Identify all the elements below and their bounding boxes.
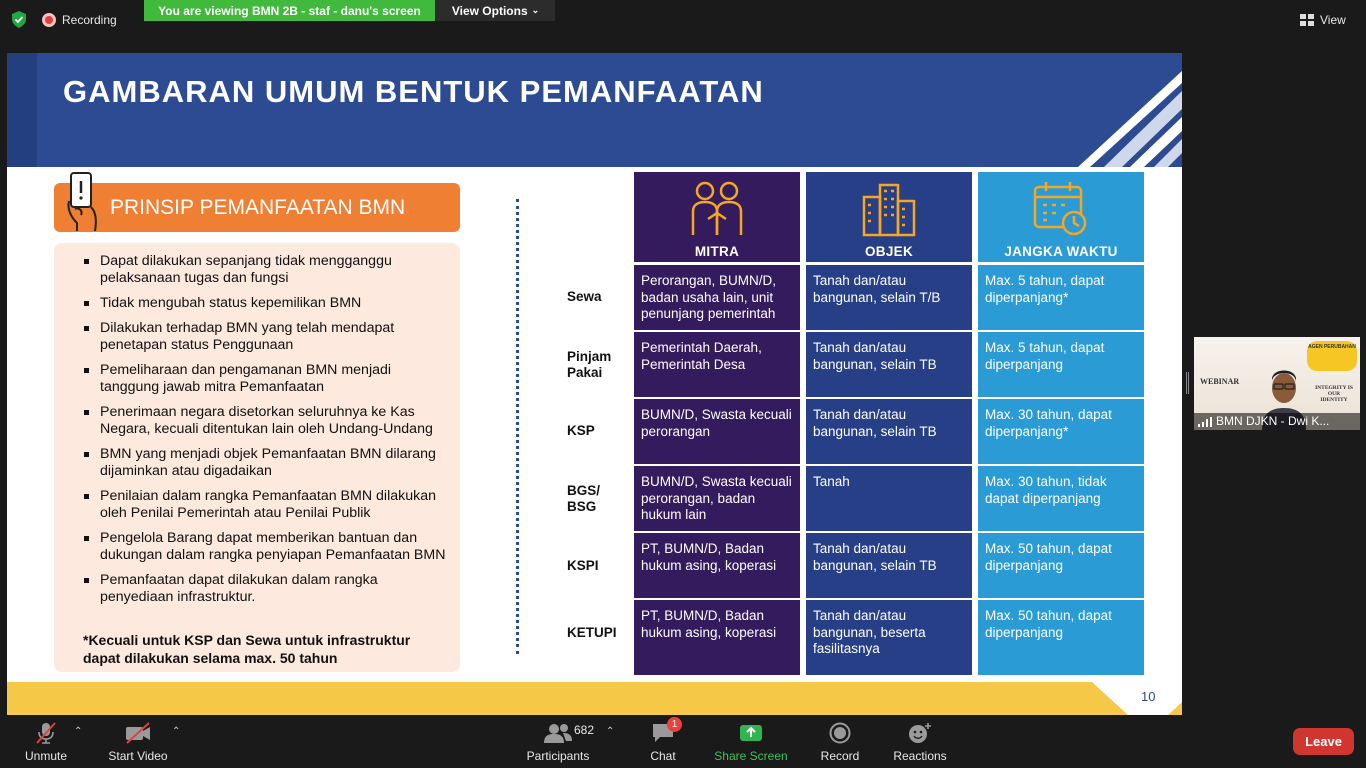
column-header-jangka-waktu xyxy=(978,172,1144,262)
participant-video-tile[interactable] xyxy=(1194,337,1360,430)
smiley-plus-icon xyxy=(907,722,933,744)
prinsip-item: Dapat dilakukan sepanjang tidak mengganggu pelaksanaan tugas dan fungsi xyxy=(84,253,452,287)
grid-view-icon xyxy=(1300,14,1314,26)
meeting-top-bar xyxy=(0,0,1366,40)
prinsip-panel xyxy=(54,243,460,672)
prinsip-footnote: *Kecuali untuk KSP dan Sewa untuk infrastruktur dapat dilakukan selama max. 50 tahun xyxy=(83,632,411,666)
slide-header-band xyxy=(7,53,37,167)
view-options-label: View Options xyxy=(451,3,528,18)
cell-mitra: PT, BUMN/D, Badan hukum asing, koperasi xyxy=(634,533,800,598)
cell-jangka-waktu: Max. 5 tahun, dapat diperpanjang xyxy=(978,332,1144,397)
djkn-logo: DJKN xyxy=(26,686,85,708)
prinsip-item: Pengelola Barang dapat memberikan bantuan dan dukungan dalam rangka penyiapan Pemanfaatan BMN xyxy=(84,530,452,564)
audio-options-chevron-icon[interactable]: ⌃ xyxy=(74,726,83,737)
meeting-toolbar xyxy=(0,715,1366,768)
partners-icon xyxy=(688,179,746,237)
prinsip-header xyxy=(54,183,460,232)
poster-webinar-text: WEBINAR xyxy=(1200,377,1240,386)
recording-label: Recording xyxy=(62,13,117,27)
cell-objek: Tanah dan/atau bangunan, selain TB xyxy=(806,533,972,598)
poster-integrity-text: INTEGRITY IS OUR IDENTITY xyxy=(1315,385,1353,403)
start-video-label: Start Video xyxy=(108,749,168,763)
hand-phone-icon xyxy=(61,171,107,233)
calendar-clock-icon xyxy=(1032,179,1090,237)
slide-footer-band xyxy=(7,682,1182,715)
column-header-mitra xyxy=(634,172,800,262)
cell-mitra: PT, BUMN/D, Badan hukum asing, koperasi xyxy=(634,600,800,675)
recording-dot-icon xyxy=(42,13,56,27)
participants-label: Participants xyxy=(526,749,590,763)
prinsip-item: Tidak mengubah status kepemilikan BMN xyxy=(84,295,452,312)
cell-objek: Tanah dan/atau bangunan, selain T/B xyxy=(806,265,972,330)
view-button[interactable] xyxy=(1300,10,1346,30)
row-label: Sewa xyxy=(567,289,602,304)
cell-jangka-waktu: Max. 30 tahun, tidak dapat diperpanjang xyxy=(978,466,1144,531)
microphone-muted-icon xyxy=(34,722,58,744)
row-label: Pinjam Pakai xyxy=(567,349,612,380)
shield-check-icon[interactable] xyxy=(11,11,27,28)
cell-jangka-waktu: Max. 50 tahun, dapat diperpanjang xyxy=(978,600,1144,675)
buildings-icon xyxy=(860,179,918,237)
record-button[interactable] xyxy=(818,715,862,768)
column-label: OBJEK xyxy=(864,244,913,259)
poster-bubble: AGEN PERUBAHAN xyxy=(1307,341,1357,371)
participant-name: BMN DJKN - Dwi K... xyxy=(1194,413,1360,430)
cell-objek: Tanah xyxy=(806,466,972,531)
viewing-banner: You are viewing BMN 2B - staf - danu's screen xyxy=(144,0,435,21)
cell-objek: Tanah dan/atau bangunan, selain TB xyxy=(806,332,972,397)
footer-corner-stripes xyxy=(1092,682,1182,715)
row-label: KETUPI xyxy=(567,625,617,640)
column-label: MITRA xyxy=(694,244,740,259)
unmute-button[interactable] xyxy=(21,715,71,768)
chevron-down-icon: ⌄ xyxy=(531,5,540,15)
reactions-button[interactable] xyxy=(892,715,948,768)
share-screen-icon xyxy=(739,722,763,744)
signal-strength-icon xyxy=(1198,417,1212,427)
view-options-button[interactable] xyxy=(436,0,555,21)
participant-count: 682 xyxy=(574,723,595,737)
cell-objek: Tanah dan/atau bangunan, selain TB xyxy=(806,399,972,464)
cell-mitra: Pemerintah Daerah, Pemerintah Desa xyxy=(634,332,800,397)
prinsip-item: Penilaian dalam rangka Pemanfaatan BMN dilakukan oleh Penilai Pemerintah atau Penilai Publik xyxy=(84,488,452,522)
chat-unread-badge: 1 xyxy=(667,717,682,732)
prinsip-item: Pemanfaatan dapat dilakukan dalam rangka penyediaan infrastruktur. xyxy=(84,572,452,606)
dotted-divider xyxy=(516,199,519,654)
share-screen-label: Share Screen xyxy=(714,749,788,763)
prinsip-item: Penerimaan negara disetorkan seluruhnya ke Kas Negara, kecuali ditentukan lain oleh Undang-Undang xyxy=(84,404,452,438)
prinsip-item: Dilakukan terhadap BMN yang telah mendapat penetapan status Penggunaan xyxy=(84,320,452,354)
participants-icon xyxy=(543,722,573,744)
unmute-label: Unmute xyxy=(24,749,68,763)
slide-header xyxy=(7,53,1182,167)
prinsip-list xyxy=(84,245,452,606)
cell-jangka-waktu: Max. 50 tahun, dapat diperpanjang xyxy=(978,533,1144,598)
prinsip-item: Pemeliharaan dan pengamanan BMN menjadi tanggung jawab mitra Pemanfaatan xyxy=(84,362,452,396)
participants-chevron-icon[interactable]: ⌃ xyxy=(606,726,615,737)
reactions-label: Reactions xyxy=(893,749,947,763)
column-header-objek xyxy=(806,172,972,262)
cell-mitra: Perorangan, BUMN/D, badan usaha lain, unit penunjang pemerintah xyxy=(634,265,800,330)
decorative-stripes xyxy=(1042,53,1182,167)
chat-label: Chat xyxy=(650,749,676,763)
prinsip-title: PRINSIP PEMANFAATAN BMN xyxy=(110,196,406,219)
row-label: BGS/ BSG xyxy=(567,483,601,514)
cell-mitra: BUMN/D, Swasta kecuali perorangan xyxy=(634,399,800,464)
view-label: View xyxy=(1320,13,1346,27)
cell-mitra: BUMN/D, Swasta kecuali perorangan, badan hukum lain xyxy=(634,466,800,531)
recording-indicator[interactable] xyxy=(42,11,117,29)
record-icon xyxy=(829,722,851,744)
row-label: KSPI xyxy=(567,558,599,573)
record-label: Record xyxy=(820,749,860,763)
cell-jangka-waktu: Max. 5 tahun, dapat diperpanjang* xyxy=(978,265,1144,330)
video-camera-off-icon xyxy=(124,722,152,744)
page-number: 10 xyxy=(1141,689,1156,704)
slide-title: GAMBARAN UMUM BENTUK PEMANFAATAN xyxy=(63,74,764,109)
leave-button[interactable]: Leave xyxy=(1293,728,1354,755)
cell-jangka-waktu: Max. 30 tahun, dapat diperpanjang* xyxy=(978,399,1144,464)
cell-objek: Tanah dan/atau bangunan, beserta fasilitasnya xyxy=(806,600,972,675)
prinsip-item: BMN yang menjadi objek Pemanfaatan BMN dilarang dijaminkan atau digadaikan xyxy=(84,446,452,480)
column-label: JANGKA WAKTU xyxy=(1004,244,1118,259)
video-options-chevron-icon[interactable]: ⌃ xyxy=(172,726,181,737)
panel-resize-handle[interactable] xyxy=(1186,372,1189,394)
row-label: KSP xyxy=(567,423,595,438)
shared-screen-slide xyxy=(7,53,1182,715)
share-screen-button[interactable] xyxy=(714,715,788,768)
start-video-button[interactable] xyxy=(106,715,170,768)
